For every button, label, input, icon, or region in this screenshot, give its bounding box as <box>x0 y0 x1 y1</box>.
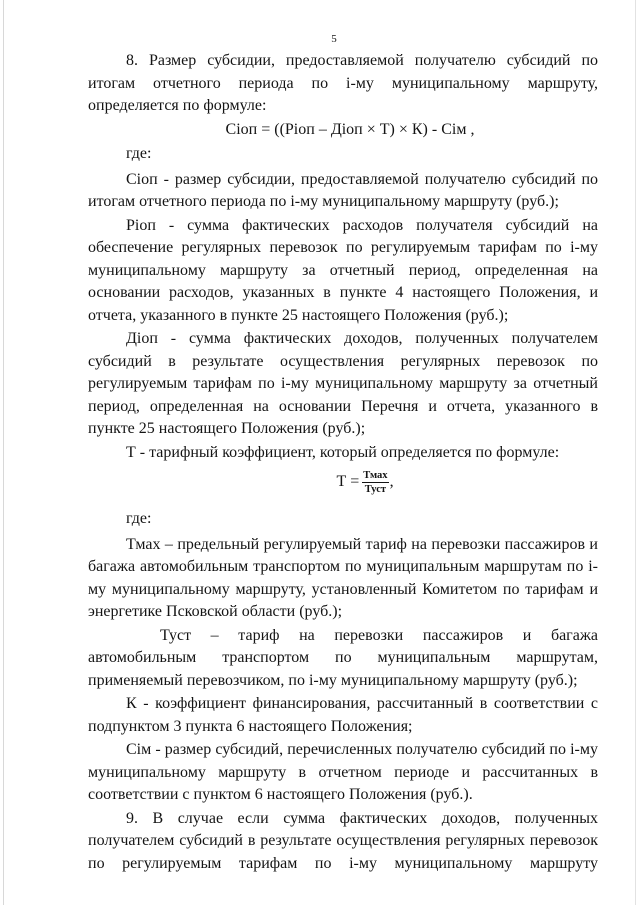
where-label-2: где: <box>126 510 152 527</box>
fraction <box>362 470 388 495</box>
formula-t-tail: , <box>389 473 394 491</box>
definition-diop: Діоп - сумма фактических доходов, полученных получателем субсидий в результате осуществления регулярных перевозок по регулируемым тарифам по і-му муниципальному маршруту за отчетный период, определенная на основании Перечня и отчета, указанного в пункте 25 настоящего Положения (руб.); <box>88 330 598 437</box>
definition-tmax: Тмах – предельный регулируемый тариф на перевозки пассажиров и багажа автомобильным транспортом по муниципальным маршрутам по і-му муниципальному маршруту, установленный Комитетом по тарифам и энергетике Псковской области (руб.); <box>88 535 598 620</box>
document-body <box>88 50 598 876</box>
fraction-denominator: Туст <box>364 484 387 495</box>
scan-edge-left <box>3 0 4 905</box>
page-number: 5 <box>331 33 337 45</box>
formula-subsidy: Сіоп = ((Ріоп – Діоп × Т) × К) - Сім , <box>225 120 475 138</box>
definition-tust-line-1: Туст – тариф на перевозки пассажиров и багажа автомобильным транспортом по муниципальным маршрутам, <box>88 626 598 666</box>
scan-edge-right <box>635 0 636 905</box>
definition-riop: Ріоп - сумма фактических расходов получателя субсидий на обеспечение регулярных перевозок по регулируемым тарифам по і-му муниципальному маршруту за отчетный период, определенная на основании расходов, указанных в пункте 4 настоящего Положения, и отчета, указанного в пункте 25 настоящего Положения (руб.); <box>88 216 598 324</box>
definition-k: К - коэффициент финансирования, рассчитанный в соответствии с подпунктом 3 пункта 6 настоящего Положения; <box>88 695 598 735</box>
paragraph-8: 8. Размер субсидии, предоставляемой получателю субсидий по итогам отчетного периода по і-му муниципальному маршруту, определяется по формуле: <box>88 52 598 114</box>
definition-t: Т - тарифный коэффициент, который определяется по формуле: <box>126 443 560 461</box>
paragraph-9: 9. В случае если сумма фактических доходов, полученных получателем субсидий в результате осуществления регулярных перевозок по регулируемым тарифам по і-му муниципальному маршруту <box>88 809 598 872</box>
fraction-numerator: Тмах <box>363 470 388 481</box>
definition-siop: Сіоп - размер субсидии, предоставляемой получателю субсидий по итогам отчетного периода по і-му муниципальному маршруту (руб.); <box>88 170 598 210</box>
definition-sim: Сім - размер субсидий, перечисленных получателю субсидий по і-му муниципальному маршруту в отчетном периоде и рассчитанных в соответствии с пунктом 6 настоящего Положения (руб.). <box>88 741 598 803</box>
where-label-1: где: <box>126 145 152 162</box>
definition-tust-line-2: применяемый перевозчиком, по і-му муниципальному маршруту (руб.); <box>88 671 578 689</box>
formula-tariff-coefficient <box>88 470 598 500</box>
formula-t-lhs: Т = <box>336 473 360 491</box>
